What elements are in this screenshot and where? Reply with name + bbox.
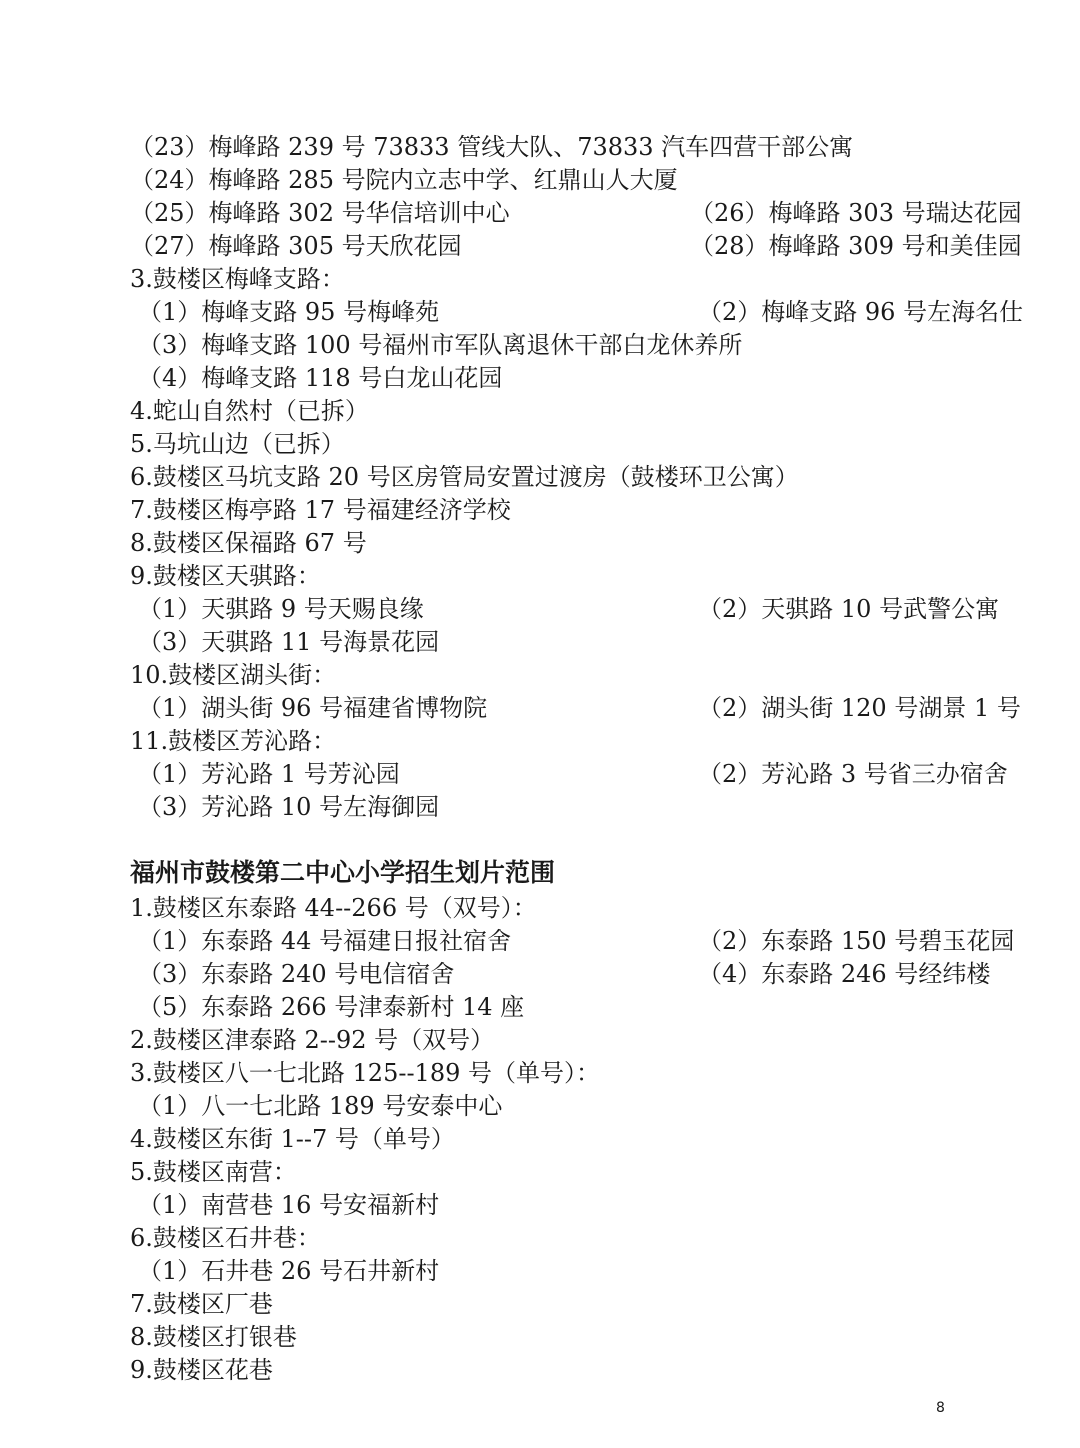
list-heading <box>130 560 321 593</box>
list-item-text: （1）南营巷 16 号安福新村 <box>138 1191 440 1219</box>
list-item-text: （3）梅峰支路 100 号福州市军队离退休干部白龙休养所 <box>138 331 743 359</box>
list-item-text: （5）东泰路 266 号津泰新村 14 座 <box>138 993 525 1021</box>
list-item <box>138 362 502 395</box>
page-number: 8 <box>936 1400 945 1416</box>
list-item-text: （25）梅峰路 302 号华信培训中心 <box>130 199 510 227</box>
list-heading <box>130 494 511 527</box>
list-item <box>138 991 524 1024</box>
list-heading <box>130 1123 455 1156</box>
list-heading-text: 8.鼓楼区打银巷 <box>130 1323 297 1351</box>
list-item-text: （2）东泰路 150 号碧玉花园 <box>698 927 1015 955</box>
list-item-text: （28）梅峰路 309 号和美佳园 <box>690 232 1022 260</box>
list-item <box>138 1090 502 1123</box>
list-heading <box>130 1321 297 1354</box>
list-item <box>130 131 853 164</box>
list-item-text: （1）石井巷 26 号石井新村 <box>138 1257 440 1285</box>
list-heading-text: 9.鼓楼区天骐路： <box>130 562 321 590</box>
list-item-text: （3）芳沁路 10 号左海御园 <box>138 793 440 821</box>
list-item <box>138 791 439 824</box>
list-item-text: （23）梅峰路 239 号 73833 管线大队、73833 汽车四营干部公寓 <box>130 133 854 161</box>
list-heading-text: 10.鼓楼区湖头街： <box>130 661 337 689</box>
list-item <box>138 626 439 659</box>
list-heading-text: 6.鼓楼区石井巷： <box>130 1224 321 1252</box>
list-heading <box>130 1024 494 1057</box>
list-item-text: （1）天骐路 9 号天赐良缘 <box>138 595 424 623</box>
section-heading: 福州市鼓楼第二中心小学招生划片范围 <box>130 858 556 887</box>
list-item-text: （2）湖头街 120 号湖景 1 号 <box>698 694 1021 722</box>
list-item <box>138 1255 439 1288</box>
list-heading-text: 1.鼓楼区东泰路 44--266 号（双号）： <box>130 894 537 922</box>
list-heading-text: 11.鼓楼区芳沁路： <box>130 727 337 755</box>
list-item-text: （3）东泰路 240 号电信宿舍 <box>138 960 455 988</box>
list-item-text: （27）梅峰路 305 号天欣花园 <box>130 232 462 260</box>
list-heading <box>130 1156 297 1189</box>
list-heading <box>130 725 336 758</box>
list-item-text: （3）天骐路 11 号海景花园 <box>138 628 440 656</box>
list-heading-text: 5.马坑山边（已拆） <box>130 430 345 458</box>
list-heading-text: 6.鼓楼区马坑支路 20 号区房管局安置过渡房（鼓楼环卫公寓） <box>130 463 799 491</box>
list-heading-text: 4.鼓楼区东街 1--7 号（单号） <box>130 1125 455 1153</box>
list-item-pair <box>138 692 1021 725</box>
list-heading-text: 3.鼓楼区八一七北路 125--189 号（单号）： <box>130 1059 600 1087</box>
list-heading-text: 2.鼓楼区津泰路 2--92 号（双号） <box>130 1026 495 1054</box>
list-item-pair <box>130 197 1022 230</box>
list-item-pair <box>138 296 1024 329</box>
list-heading-text: 9.鼓楼区花巷 <box>130 1356 273 1384</box>
list-item-text: （1）湖头街 96 号福建省博物院 <box>138 694 488 722</box>
list-heading-text: 7.鼓楼区梅亭路 17 号福建经济学校 <box>130 496 511 524</box>
list-heading <box>130 527 367 560</box>
list-heading <box>130 1288 273 1321</box>
list-heading <box>130 659 336 692</box>
list-heading-text: 4.蛇山自然村（已拆） <box>130 397 369 425</box>
list-item <box>138 1189 439 1222</box>
list-item <box>130 164 678 197</box>
list-item-text: （4）梅峰支路 118 号白龙山花园 <box>138 364 503 392</box>
list-item-text: （4）东泰路 246 号经纬楼 <box>698 960 991 988</box>
list-item <box>138 329 742 362</box>
list-item-pair <box>138 958 991 991</box>
list-item-pair <box>138 758 1008 791</box>
list-item-text: （1）梅峰支路 95 号梅峰苑 <box>138 298 440 326</box>
list-item-text: （1）芳沁路 1 号芳沁园 <box>138 760 400 788</box>
list-item-pair <box>138 925 1015 958</box>
list-item-text: （26）梅峰路 303 号瑞达花园 <box>690 199 1022 227</box>
list-item-text: （1）东泰路 44 号福建日报社宿舍 <box>138 927 512 955</box>
list-item-text: （24）梅峰路 285 号院内立志中学、红鼎山人大厦 <box>130 166 678 194</box>
list-item-pair <box>138 593 1000 626</box>
list-heading <box>130 1354 273 1387</box>
list-heading <box>130 263 345 296</box>
list-item-text: （2）梅峰支路 96 号左海名仕 <box>698 298 1024 326</box>
list-heading <box>130 1222 321 1255</box>
list-heading <box>130 1057 600 1090</box>
list-heading <box>130 461 799 494</box>
list-item-text: （2）芳沁路 3 号省三办宿舍 <box>698 760 1008 788</box>
list-heading-text: 8.鼓楼区保福路 67 号 <box>130 529 367 557</box>
list-heading-text: 3.鼓楼区梅峰支路： <box>130 265 345 293</box>
list-item-text: （1）八一七北路 189 号安泰中心 <box>138 1092 503 1120</box>
list-heading-text: 5.鼓楼区南营： <box>130 1158 297 1186</box>
list-heading <box>130 428 345 461</box>
list-heading <box>130 395 369 428</box>
list-item-pair <box>130 230 1022 263</box>
list-heading <box>130 892 537 925</box>
list-item-text: （2）天骐路 10 号武警公寓 <box>698 595 1000 623</box>
list-heading-text: 7.鼓楼区厂巷 <box>130 1290 273 1318</box>
